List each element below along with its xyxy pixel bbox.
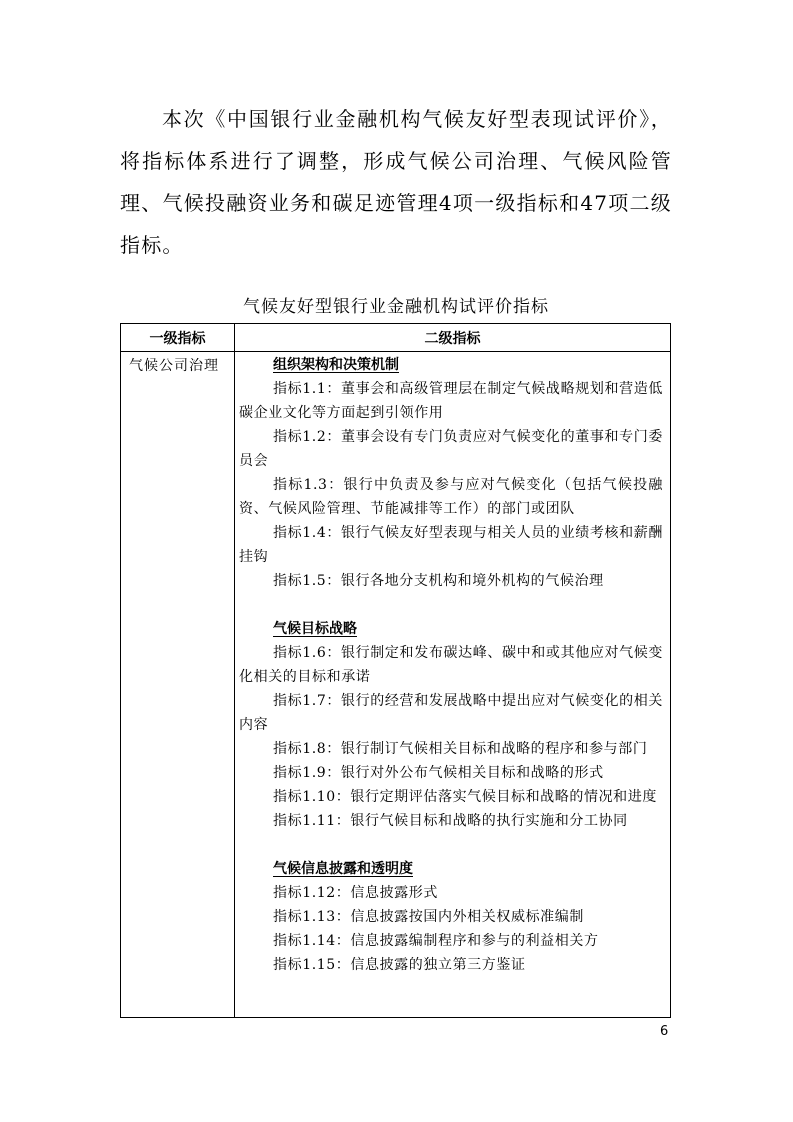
- level2-content: [239, 353, 663, 977]
- indicator-item: 指标1.7：银行的经营和发展战略中提出应对气候变化的相关内容: [239, 693, 663, 733]
- indicator-item: 指标1.3：银行中负责及参与应对气候变化（包括气候投融资、气候风险管理、节能减排等工作）的部门或团队: [239, 477, 663, 517]
- header-level1: 一级指标: [149, 331, 206, 347]
- page-number: 6: [660, 1024, 669, 1039]
- indicator-item: 指标1.14：信息披露编制程序和参与的利益相关方: [273, 933, 599, 949]
- indicator-table: [120, 323, 671, 1018]
- header-level2: 二级指标: [424, 331, 481, 347]
- indicator-item: 指标1.5：银行各地分支机构和境外机构的气候治理: [273, 573, 604, 589]
- indicator-item: 指标1.10：银行定期评估落实气候目标和战略的情况和进度: [273, 789, 657, 805]
- indicator-item: 指标1.8：银行制订气候相关目标和战略的程序和参与部门: [273, 741, 648, 757]
- indicator-item: 指标1.12：信息披露形式: [273, 885, 438, 901]
- section-title: 气候目标战略: [273, 621, 357, 637]
- indicator-item: 指标1.4：银行气候友好型表现与相关人员的业绩考核和薪酬挂钩: [239, 525, 663, 565]
- indicator-item: 指标1.1：董事会和高级管理层在制定气候战略规划和营造低碳企业文化等方面起到引领作用: [239, 381, 663, 421]
- header-divider: [121, 351, 670, 352]
- indicator-item: 指标1.9：银行对外公布气候相关目标和战略的形式: [273, 765, 604, 781]
- indicator-item: 指标1.15：信息披露的独立第三方鉴证: [273, 957, 526, 973]
- indicator-item: 指标1.13：信息披露按国内外相关权威标准编制: [273, 909, 584, 925]
- section-title: 组织架构和决策机制: [273, 357, 399, 373]
- indicator-item: 指标1.6：银行制定和发布碳达峰、碳中和或其他应对气候变化相关的目标和承诺: [239, 645, 663, 685]
- indicator-item: 指标1.11：银行气候目标和战略的执行实施和分工协同: [273, 813, 628, 829]
- section-title: 气候信息披露和透明度: [273, 861, 413, 877]
- level1-indicator: 气候公司治理: [129, 358, 219, 374]
- column-divider: [234, 324, 235, 1017]
- intro-paragraph: 本次《中国银行业金融机构气候友好型表现试评价》，将指标体系进行了调整，形成气候公司治理、气候风险管理、气候投融资业务和碳足迹管理4项一级指标和47项二级指标。: [120, 107, 672, 257]
- indicator-item: 指标1.2：董事会设有专门负责应对气候变化的董事和专门委员会: [239, 429, 663, 469]
- table-title: 气候友好型银行业金融机构试评价指标: [243, 297, 549, 317]
